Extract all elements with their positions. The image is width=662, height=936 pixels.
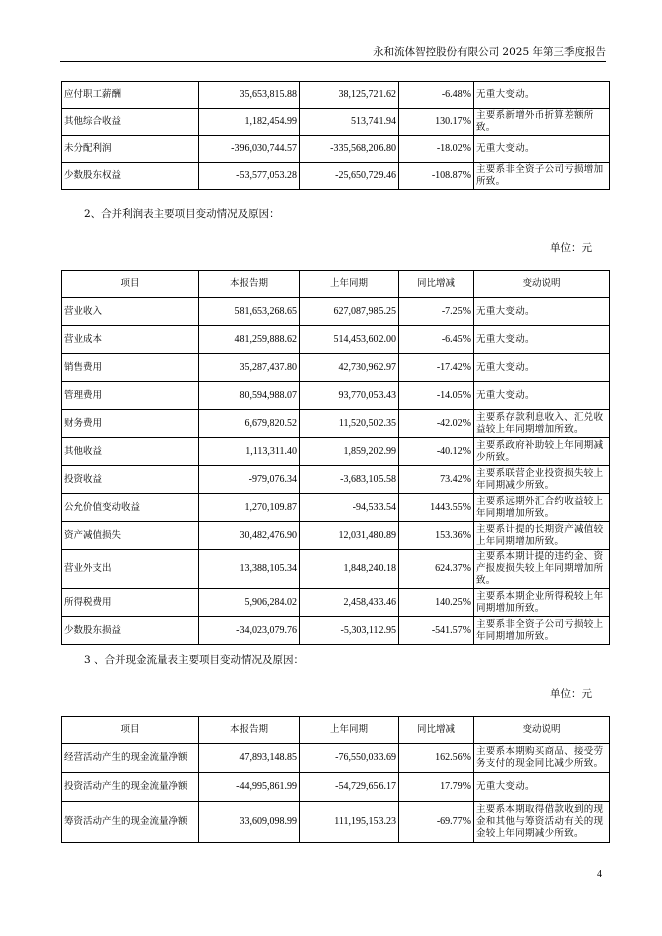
row-change-percent: -69.77% — [399, 802, 474, 843]
row-change-reason: 主要系本期取得借款收到的现金和其他与筹资活动有关的现金较上年同期减少所致。 — [474, 802, 610, 843]
row-change-reason: 无重大变动。 — [474, 326, 610, 354]
row-item-label: 投资活动产生的现金流量净额 — [62, 773, 199, 802]
row-previous-value: 93,770,053.43 — [300, 382, 399, 410]
table-row — [62, 136, 610, 163]
row-item-label: 经营活动产生的现金流量净额 — [62, 744, 199, 773]
row-previous-value: 1,859,202.99 — [300, 438, 399, 466]
header-divider — [60, 61, 606, 62]
income-statement-table — [61, 270, 610, 645]
row-item-label: 投资收益 — [62, 466, 199, 494]
row-item-label: 管理费用 — [62, 382, 199, 410]
table-row — [62, 109, 610, 136]
row-change-reason: 无重大变动。 — [474, 382, 610, 410]
row-change-reason: 主要系本期企业所得税较上年同期增加所致。 — [474, 589, 610, 617]
row-item-label: 资产减值损失 — [62, 522, 199, 550]
row-change-reason: 无重大变动。 — [474, 136, 610, 163]
row-item-label: 营业收入 — [62, 298, 199, 326]
row-previous-value: -335,568,206.80 — [300, 136, 399, 163]
row-change-reason: 主要系政府补助较上年同期减少所致。 — [474, 438, 610, 466]
row-change-percent: -541.57% — [399, 617, 474, 645]
row-change-percent: -40.12% — [399, 438, 474, 466]
table-row — [62, 773, 610, 802]
table-row — [62, 163, 610, 190]
income-statement-section-title: 2、合并利润表主要项目变动情况及原因： — [84, 208, 280, 220]
row-current-value: 6,679,820.52 — [199, 410, 300, 438]
row-current-value: 33,609,098.99 — [199, 802, 300, 843]
table-row — [62, 744, 610, 773]
row-change-reason: 无重大变动。 — [474, 298, 610, 326]
row-previous-value: 11,520,502.35 — [300, 410, 399, 438]
header-yoy-change: 同比增减 — [399, 271, 474, 298]
row-change-reason: 无重大变动。 — [474, 773, 610, 802]
row-item-label: 财务费用 — [62, 410, 199, 438]
row-previous-value: 514,453,602.00 — [300, 326, 399, 354]
row-change-reason: 主要系非全资子公司亏损较上年同期增加所致。 — [474, 617, 610, 645]
row-current-value: -396,030,744.57 — [199, 136, 300, 163]
row-previous-value: 111,195,153.23 — [300, 802, 399, 843]
table-row — [62, 354, 610, 382]
row-previous-value: -5,303,112.95 — [300, 617, 399, 645]
row-previous-value: 12,031,480.89 — [300, 522, 399, 550]
table-header-row — [62, 717, 610, 744]
row-item-label: 公允价值变动收益 — [62, 494, 199, 522]
row-item-label: 其他收益 — [62, 438, 199, 466]
table-row — [62, 466, 610, 494]
table-row — [62, 617, 610, 645]
row-change-percent: -14.05% — [399, 382, 474, 410]
row-change-reason: 主要系联营企业投资损失较上年同期减少所致。 — [474, 466, 610, 494]
row-item-label: 销售费用 — [62, 354, 199, 382]
row-previous-value: -25,650,729.46 — [300, 163, 399, 190]
row-item-label: 营业成本 — [62, 326, 199, 354]
row-change-percent: 73.42% — [399, 466, 474, 494]
row-change-reason: 主要系远期外汇合约收益较上年同期增加所致。 — [474, 494, 610, 522]
row-change-reason: 主要系本期购买商品、接受劳务支付的现金同比减少所致。 — [474, 744, 610, 773]
row-change-percent: 140.25% — [399, 589, 474, 617]
row-change-percent: 624.37% — [399, 550, 474, 589]
row-change-percent: 162.56% — [399, 744, 474, 773]
row-current-value: -34,023,079.76 — [199, 617, 300, 645]
row-previous-value: 1,848,240.18 — [300, 550, 399, 589]
row-current-value: 1,113,311.40 — [199, 438, 300, 466]
row-change-percent: -6.48% — [399, 82, 474, 109]
row-change-percent: -18.02% — [399, 136, 474, 163]
row-item-label: 营业外支出 — [62, 550, 199, 589]
income-statement-unit: 单位：元 — [550, 242, 592, 254]
header-previous-period: 上年同期 — [300, 717, 399, 744]
table-row — [62, 410, 610, 438]
row-current-value: 47,893,148.85 — [199, 744, 300, 773]
row-previous-value: -54,729,656.17 — [300, 773, 399, 802]
table-row — [62, 589, 610, 617]
row-change-percent: -17.42% — [399, 354, 474, 382]
row-change-percent: -7.25% — [399, 298, 474, 326]
row-current-value: 35,287,437.80 — [199, 354, 300, 382]
row-previous-value: 38,125,721.62 — [300, 82, 399, 109]
header-current-period: 本报告期 — [199, 717, 300, 744]
row-current-value: 1,182,454.99 — [199, 109, 300, 136]
row-item-label: 应付职工薪酬 — [62, 82, 199, 109]
row-previous-value: 2,458,433.46 — [300, 589, 399, 617]
row-item-label: 少数股东权益 — [62, 163, 199, 190]
row-change-percent: -42.02% — [399, 410, 474, 438]
table-row — [62, 298, 610, 326]
row-change-reason: 主要系本期计提的违约金、资产报废损失较上年同期增加所致。 — [474, 550, 610, 589]
table-row — [62, 802, 610, 843]
row-item-label: 少数股东损益 — [62, 617, 199, 645]
row-current-value: 481,259,888.62 — [199, 326, 300, 354]
header-previous-period: 上年同期 — [300, 271, 399, 298]
row-change-reason: 主要系计提的长期资产减值较上年同期增加所致。 — [474, 522, 610, 550]
row-change-reason: 无重大变动。 — [474, 82, 610, 109]
table-row — [62, 494, 610, 522]
cash-flow-table — [61, 716, 610, 843]
row-current-value: 13,388,105.34 — [199, 550, 300, 589]
row-current-value: 5,906,284.02 — [199, 589, 300, 617]
row-previous-value: 627,087,985.25 — [300, 298, 399, 326]
table-row — [62, 326, 610, 354]
header-change-reason: 变动说明 — [474, 717, 610, 744]
row-change-reason: 主要系存款利息收入、汇兑收益较上年同期增加所致。 — [474, 410, 610, 438]
table-row — [62, 382, 610, 410]
row-previous-value: 42,730,962.97 — [300, 354, 399, 382]
balance-sheet-table — [61, 81, 610, 190]
row-item-label: 所得税费用 — [62, 589, 199, 617]
cash-flow-unit: 单位：元 — [550, 688, 592, 700]
row-current-value: 80,594,988.07 — [199, 382, 300, 410]
row-change-percent: 1443.55% — [399, 494, 474, 522]
row-item-label: 其他综合收益 — [62, 109, 199, 136]
row-current-value: 1,270,109.87 — [199, 494, 300, 522]
row-current-value: 30,482,476.90 — [199, 522, 300, 550]
row-change-percent: -108.87% — [399, 163, 474, 190]
row-previous-value: 513,741.94 — [300, 109, 399, 136]
row-current-value: -53,577,053.28 — [199, 163, 300, 190]
table-row — [62, 550, 610, 589]
row-change-reason: 主要系新增外币折算差额所致。 — [474, 109, 610, 136]
header-yoy-change: 同比增减 — [399, 717, 474, 744]
row-change-percent: 130.17% — [399, 109, 474, 136]
table-row — [62, 438, 610, 466]
row-current-value: 581,653,268.65 — [199, 298, 300, 326]
row-previous-value: -3,683,105.58 — [300, 466, 399, 494]
table-header-row — [62, 271, 610, 298]
row-item-label: 筹资活动产生的现金流量净额 — [62, 802, 199, 843]
page-number: 4 — [597, 869, 602, 880]
header-current-period: 本报告期 — [199, 271, 300, 298]
header-item: 项目 — [62, 717, 199, 744]
row-item-label: 未分配利润 — [62, 136, 199, 163]
report-header-title: 永和流体智控股份有限公司 2025 年第三季度报告 — [373, 46, 606, 58]
cash-flow-section-title: 3 、合并现金流量表主要项目变动情况及原因： — [84, 654, 305, 666]
row-change-reason: 无重大变动。 — [474, 354, 610, 382]
row-change-percent: -6.45% — [399, 326, 474, 354]
row-change-percent: 153.36% — [399, 522, 474, 550]
table-row — [62, 522, 610, 550]
row-change-percent: 17.79% — [399, 773, 474, 802]
row-change-reason: 主要系非全资子公司亏损增加所致。 — [474, 163, 610, 190]
table-row — [62, 82, 610, 109]
row-current-value: -979,076.34 — [199, 466, 300, 494]
header-item: 项目 — [62, 271, 199, 298]
row-current-value: -44,995,861.99 — [199, 773, 300, 802]
row-previous-value: -94,533.54 — [300, 494, 399, 522]
row-current-value: 35,653,815.88 — [199, 82, 300, 109]
header-change-reason: 变动说明 — [474, 271, 610, 298]
row-previous-value: -76,550,033.69 — [300, 744, 399, 773]
